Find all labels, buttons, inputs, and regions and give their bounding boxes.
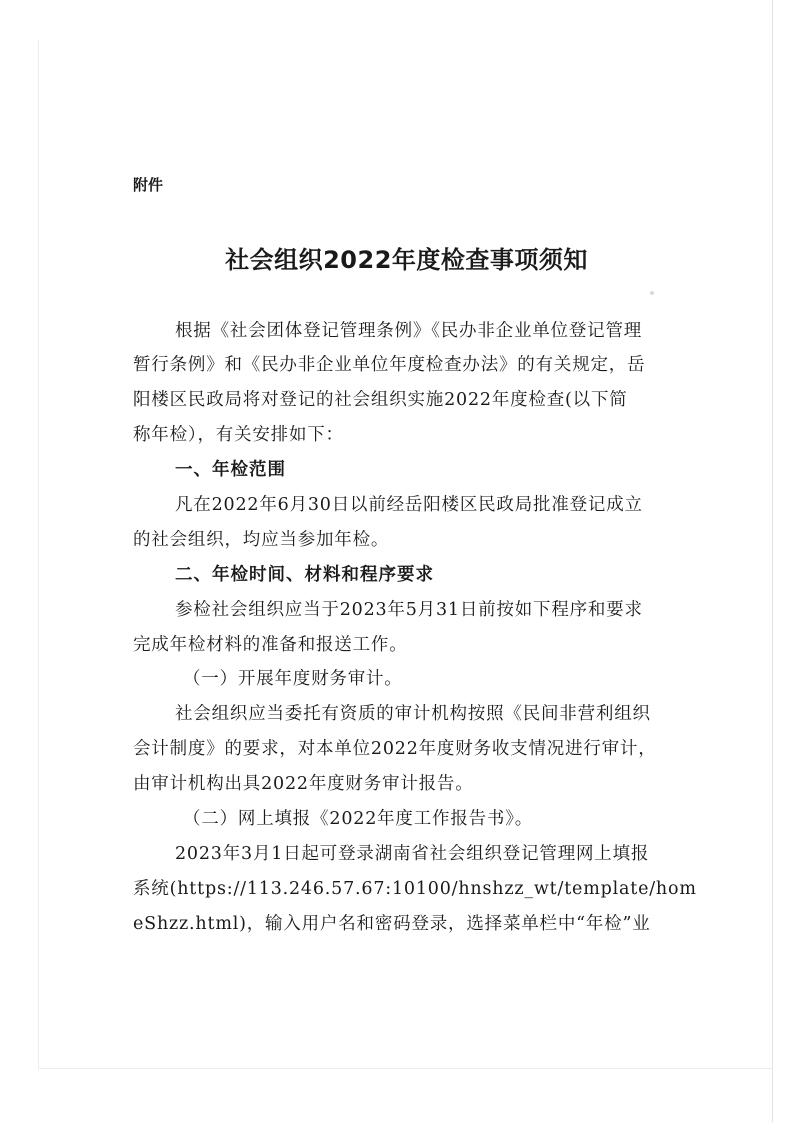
intro-line-3: 阳楼区民政局将对登记的社会组织实施2022年度检查(以下简 [133, 390, 628, 410]
subsection-1-line-1: 社会组织应当委托有资质的审计机构按照《民间非营利组织 [175, 704, 651, 724]
intro-line-2: 暂行条例》和《民办非企业单位年度检查办法》的有关规定，岳 [133, 355, 646, 375]
section-2-heading: 二、年检时间、材料和程序要求 [175, 565, 434, 585]
attachment-label: 附件 [133, 176, 164, 194]
scan-edge-bottom [40, 1068, 773, 1069]
subsection-1-line-2: 会计制度》的要求，对本单位2022年度财务收支情况进行审计， [133, 739, 657, 759]
subsection-2-line-3: eShzz.html)，输入用户名和密码登录，选择菜单栏中“年检”业 [133, 914, 651, 934]
intro-line-1: 根据《社会团体登记管理条例》《民办非企业单位登记管理 [175, 321, 643, 341]
subsection-2-line-1: 2023年3月1日起可登录湖南省社会组织登记管理网上填报 [175, 844, 650, 864]
section-2-line-1: 参检社会组织应当于2023年5月31日前按如下程序和要求 [175, 600, 643, 620]
section-2-line-2: 完成年检材料的准备和报送工作。 [133, 635, 408, 655]
scan-edge-left [38, 40, 39, 1070]
scan-speck [650, 291, 654, 295]
section-1-line-1: 凡在2022年6月30日以前经岳阳楼区民政局批准登记成立 [175, 495, 643, 515]
subsection-1-heading: （一）开展年度财务审计。 [183, 669, 403, 689]
subsection-2-heading: （二）网上填报《2022年度工作报告书》。 [183, 809, 534, 829]
scan-edge-right [772, 0, 773, 1122]
subsection-1-line-3: 由审计机构出具2022年度财务审计报告。 [133, 774, 474, 794]
section-1-heading: 一、年检范围 [175, 460, 286, 480]
document-title: 社会组织2022年度检查事项须知 [225, 246, 588, 274]
subsection-2-line-2: 系统(https://113.246.57.67:10100/hnshzz_wt/template/hom [133, 879, 697, 899]
section-1-line-2: 的社会组织，均应当参加年检。 [133, 530, 390, 550]
intro-line-4: 称年检），有关安排如下： [133, 425, 344, 445]
